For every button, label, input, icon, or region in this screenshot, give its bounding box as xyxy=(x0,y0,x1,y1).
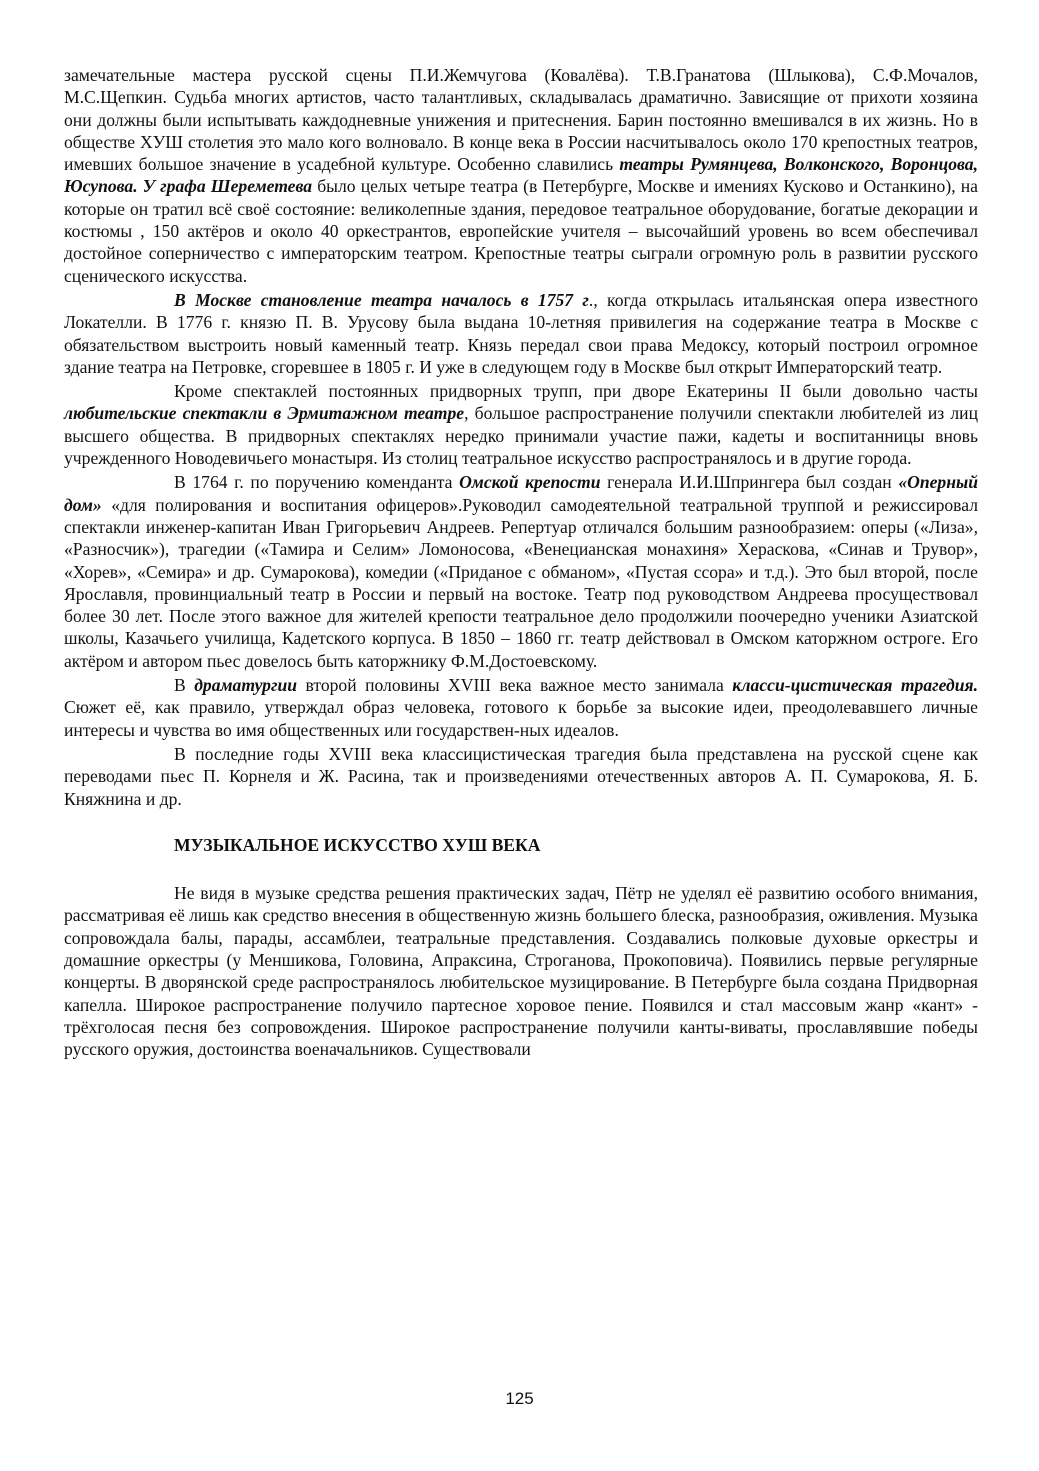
paragraph-text: Не видя в музыке средства решения практических задач, Пётр не уделял её развитию особого внимания, рассматривая её лишь как средство внесения в общественную жизнь большего блеска, разнообразия, оживления. Музыка сопровождала балы, парады, ассамблеи, театральные представления. Создавались полковые духовые оркестры и домашние оркестры (у Меншикова, Головина, Апраксина, Строганова, Прокоповича). Появились первые регулярные концерты. В дворянской среде распространялось любительское музицирование. В Петербурге была создана Придворная капелла. Широкое распространение получило партесное хоровое пение. Появился и стал массовым жанр «кант» - трёхголосая песня без сопровождения. Широкое распространение получили канты-виваты, прославлявшие победы русского оружия, достоинства военачальников. Существовали xyxy=(64,883,978,1060)
paragraph-text: В последние годы XVIII века классицистическая трагедия была представлена на русской сцене как переводами пьес П. Корнеля и Ж. Расина, так и произведениями отечественных авторов А. П. Сумарокова, Я. Б. Княжнина и др. xyxy=(64,743,978,809)
paragraph-music xyxy=(64,882,978,1060)
emphasis-text: театры Румянцева, Волконского, Воронцова, Юсупова. У графа Шереметева xyxy=(64,154,978,197)
emphasis-text: класси-цистическая трагедия. xyxy=(732,675,978,696)
section-spacer xyxy=(64,812,978,834)
section-heading: МУЗЫКАЛЬНОЕ ИСКУССТВО ХУШ ВЕКА xyxy=(174,834,541,855)
emphasis-text: любительские спектакли в Эрмитажном театре xyxy=(64,403,465,424)
emphasis-text: В Москве становление театра началось в 1757 г xyxy=(174,289,589,310)
paragraph-text: Кроме спектаклей постоянных придворных трупп, при дворе Екатерины II были довольно часты xyxy=(174,381,978,402)
paragraph-text: было целых четыре театра (в Петербурге, Москве и имениях Кусково и Останкино), на которые он тратил всё своё состояние: великолепные здания, передовое театральное оборудование, богатые декорации и костюмы , 150 актёров и около 40 оркестрантов, европейские учителя – высочайший уровень во всем обеспечивал достойное соперничество с императорским театром. Крепостные театры сыграли огромную роль в развитии русского сценического искусства. xyxy=(64,176,978,286)
page-number: 125 xyxy=(505,1389,534,1408)
paragraph-dramaturgy xyxy=(64,674,978,741)
paragraph-serf-theatres xyxy=(64,64,978,287)
paragraph-text: ., когда открылась итальянская опера известного Локателли. В 1776 г. князю П. В. Урусову была выдана 10-летняя привилегия на содержание театра в Москве с обязательством выстроить новый каменный театр. Князь передал свои права Медоксу, который построил огромное здание театра на Петровке, сгоревшее в 1805 г. И уже в следующем году в Москве был открыт Императорский театр. xyxy=(64,289,978,377)
emphasis-text: драматургии xyxy=(194,675,298,696)
paragraph-moscow-theatre xyxy=(64,289,978,378)
paragraph-text: «для полирования и воспитания офицеров».Руководил самодеятельной театральной труппой и режиссировал спектакли инженер-капитан Иван Григорьевич Андреев. Репертуар отличался большим разнообразием: оперы («Лиза», «Разносчик»), трагедии («Тамира и Селим» Ломоносова, «Венецианская монахиня» Хераскова, «Синав и Трувор», «Хорев», «Семира» и др. Сумарокова), комедии («Приданое с обманом», «Пустая ссора» и т.д.). Это был второй, после Ярославля, провинциальный театр в России и первый на востоке. Театр под руководством Андреева просуществовал более 30 лет. После этого важное для жителей крепости театральное дело продолжили поочередно ученики Азиатской школы, Казачьего училища, Кадетского корпуса. В 1850 – 1860 гг. театр действовал в Омском каторжном остроге. Его актёром и автором пьес довелось быть каторжнику Ф.М.Достоевскому. xyxy=(64,494,978,671)
paragraph-court-performances xyxy=(64,380,978,469)
emphasis-text: Омской крепости xyxy=(459,472,601,493)
section-spacer xyxy=(64,856,978,882)
emphasis-text: «Оперный дом» xyxy=(64,472,978,515)
paragraph-text: генерала И.И.Шпрингера был создан xyxy=(600,472,899,493)
paragraph-text: Сюжет её, как правило, утверждал образ человека, готового к борьбе за высокие идеи, преодолевавшего личные интересы и чувства во имя общественных или государствен-ных идеалов. xyxy=(64,697,978,740)
paragraph-text: , большое распространение получили спектакли любителей из лиц высшего общества. В придворных спектаклях нередко принимали участие пажи, кадеты и воспитанницы вновь учрежденного Новодевичьего монастыря. Из столиц театральное искусство распространялось и в другие города. xyxy=(64,403,978,469)
paragraph-text: второй половины XVIII века важное место занимала xyxy=(297,675,733,696)
paragraph-omsk-opera-house xyxy=(64,471,978,672)
paragraph-text: В 1764 г. по поручению коменданта xyxy=(174,472,460,493)
document-page xyxy=(64,64,978,1062)
paragraph-classicist-tragedy xyxy=(64,743,978,810)
paragraph-text: В xyxy=(174,675,195,696)
paragraph-text: замечательные мастера русской сцены П.И.Жемчугова (Ковалёва). Т.В.Гранатова (Шлыкова), С.Ф.Мочалов, М.С.Щепкин. Судьба многих артистов, часто талантливых, складывалась драматично. Зависящие от прихоти хозяина они должны были испытывать каждодневные унижения и притеснения. Барин постоянно вмешивался в их жизнь. Но в обществе ХУШ столетия это мало кого волновало. В конце века в России насчитывалось около 170 крепостных театров, имевших большое значение в усадебной культуре. Особенно славились xyxy=(64,65,978,175)
